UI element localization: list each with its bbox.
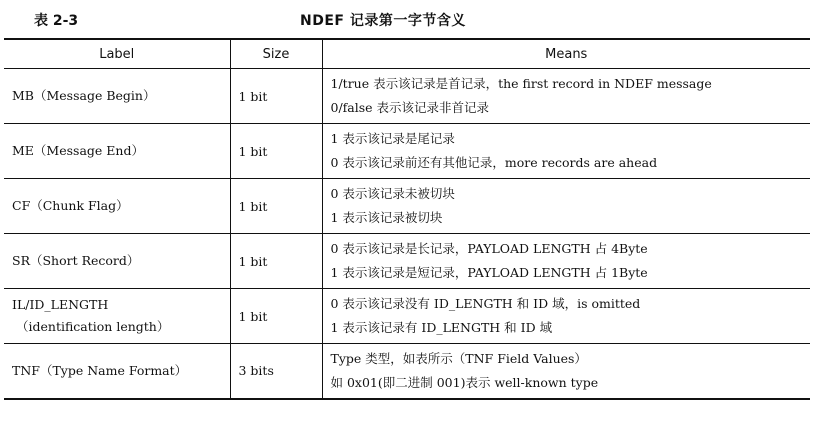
cell-label bbox=[4, 234, 230, 289]
means-line-1: 0 表示该记录未被切块 bbox=[330, 186, 455, 201]
table-row bbox=[4, 69, 810, 124]
means-line-2: 0 表示该记录前还有其他记录，more records are ahead bbox=[330, 155, 658, 170]
label-line-1: CF（Chunk Flag） bbox=[12, 198, 129, 213]
means-line-2: 如 0x01(即二进制 001)表示 well-known type bbox=[330, 374, 599, 390]
label-line-1: MB（Message Begin） bbox=[12, 88, 156, 103]
cell-label bbox=[4, 344, 230, 399]
means-line-2: 1 表示该记录被切块 bbox=[330, 210, 443, 225]
table-number: 表 2-3 bbox=[34, 13, 79, 29]
means-line-2: 0/false 表示该记录非首记录 bbox=[330, 100, 490, 115]
means-line-1: 0 表示该记录没有 ID_LENGTH 和 ID 域，is omitted bbox=[330, 296, 641, 311]
cell-size: 1 bit bbox=[230, 179, 322, 234]
cell-means bbox=[322, 234, 810, 289]
means-line-2: 1 表示该记录是短记录，PAYLOAD LENGTH 占 1Byte bbox=[330, 265, 648, 280]
table-row bbox=[4, 234, 810, 289]
header-row bbox=[4, 39, 810, 69]
cell-label bbox=[4, 179, 230, 234]
cell-size: 1 bit bbox=[230, 69, 322, 124]
ndef-record-table bbox=[4, 38, 810, 400]
cell-label bbox=[4, 124, 230, 179]
cell-means bbox=[322, 289, 810, 344]
cell-means bbox=[322, 344, 810, 399]
cell-means bbox=[322, 179, 810, 234]
table-caption bbox=[0, 0, 828, 36]
cell-size: 1 bit bbox=[230, 234, 322, 289]
table-row bbox=[4, 124, 810, 179]
header-means: Means bbox=[322, 39, 810, 69]
means-line-1: 1 表示该记录是尾记录 bbox=[330, 131, 455, 146]
cell-means bbox=[322, 69, 810, 124]
table-row bbox=[4, 344, 810, 399]
means-line-1: Type 类型，如表所示（TNF Field Values） bbox=[330, 350, 587, 366]
cell-size: 1 bit bbox=[230, 124, 322, 179]
cell-size: 1 bit bbox=[230, 289, 322, 344]
header-size: Size bbox=[230, 39, 322, 69]
means-line-1: 1/true 表示该记录是首记录，the first record in NDEF message bbox=[330, 76, 712, 91]
label-line-1: ME（Message End） bbox=[12, 143, 144, 158]
table-row bbox=[4, 179, 810, 234]
cell-size: 3 bits bbox=[230, 344, 322, 399]
cell-label bbox=[4, 69, 230, 124]
means-line-2: 1 表示该记录有 ID_LENGTH 和 ID 域 bbox=[330, 320, 553, 335]
cell-means bbox=[322, 124, 810, 179]
table-title: NDEF 记录第一字节含义 bbox=[300, 13, 466, 29]
label-line-1: SR（Short Record） bbox=[12, 253, 140, 268]
label-line-2: （identification length） bbox=[16, 319, 170, 334]
cell-label bbox=[4, 289, 230, 344]
means-line-1: 0 表示该记录是长记录，PAYLOAD LENGTH 占 4Byte bbox=[330, 241, 648, 256]
label-line-1: IL/ID_LENGTH bbox=[12, 297, 109, 312]
label-line-1: TNF（Type Name Format） bbox=[12, 362, 188, 378]
header-label: Label bbox=[4, 39, 230, 69]
table-row bbox=[4, 289, 810, 344]
